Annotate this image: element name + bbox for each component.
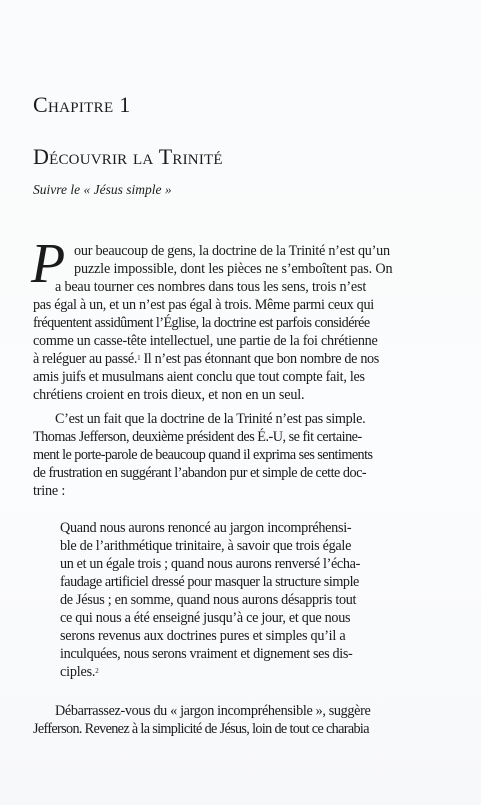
chapter-label	[33, 92, 131, 118]
text-line: Jefferson. Revenez à la simplicité de Jésus, loin de tout ce charabia	[33, 721, 369, 737]
quote-line: un et un égale trois ; quand nous aurons renversé l’écha-	[60, 556, 360, 572]
chapter-number: 1	[119, 92, 131, 117]
chapter-label-word: Chapitre	[33, 92, 114, 117]
quote-line: faudage artificiel dressé pour masquer la structure simple	[60, 574, 359, 590]
text-fragment: ciples.	[60, 664, 96, 680]
text-line: de frustration en suggérant l’abandon pur et simple de cette doc-	[33, 465, 367, 481]
text-line: ment le porte-parole de beaucoup quand il exprima ses sentiments	[33, 447, 373, 463]
text-line: Thomas Jefferson, deuxième président des É.-U, se fit certaine-	[33, 429, 362, 445]
quote-line: inculquées, nous serons vraiment et dignement ses dis-	[60, 646, 353, 662]
text-line: amis juifs et musulmans aient conclu que tout compte fait, les	[33, 369, 365, 385]
text-line: trine :	[33, 483, 66, 499]
text-line: puzzle impossible, dont les pièces ne s’emboîtent pas. On	[74, 261, 393, 277]
footnote-ref-1[interactable]: 1	[137, 354, 141, 362]
text-line: fréquentent assidûment l’Église, la doctrine est parfois considérée	[33, 315, 370, 331]
quote-line	[60, 663, 99, 681]
text-line: pas égal à un, et un n’est pas égal à trois. Même parmi ceux qui	[33, 297, 374, 313]
text-line: Débarrassez-vous du « jargon incompréhensible », suggère	[55, 703, 371, 719]
text-fragment: à reléguer au passé.	[33, 351, 138, 367]
quote-line: Quand nous aurons renoncé au jargon incompréhensi-	[60, 520, 352, 536]
text-fragment: Il n’est pas étonnant que bon nombre de nos	[143, 351, 379, 367]
text-line: chrétiens croient en trois dieux, et non en un seul.	[33, 387, 305, 403]
chapter-title: Découvrir la Trinité	[33, 144, 223, 169]
quote-line: de Jésus ; en somme, quand nous aurons désappris tout	[60, 592, 357, 608]
chapter-subtitle: Suivre le « Jésus simple »	[33, 182, 172, 197]
text-line: comme un casse-tête intellectuel, une partie de la foi chrétienne	[33, 333, 378, 349]
text-line: a beau tourner ces nombres dans tous les sens, trois n’est	[55, 279, 367, 295]
quote-line: ble de l’arithmétique trinitaire, à savoir que trois égale	[60, 538, 352, 554]
quote-line: ce qui nous a été enseigné jusqu’à ce jour, et que nous	[60, 610, 351, 626]
footnote-ref-2[interactable]: 2	[95, 667, 99, 675]
drop-cap: P	[31, 233, 66, 295]
text-line: our beaucoup de gens, la doctrine de la Trinité n’est qu’un	[74, 243, 390, 259]
text-line	[33, 350, 379, 368]
quote-line: serons revenus aux doctrines pures et simples qu’il a	[60, 628, 346, 644]
text-line: C’est un fait que la doctrine de la Trinité n’est pas simple.	[55, 411, 366, 427]
